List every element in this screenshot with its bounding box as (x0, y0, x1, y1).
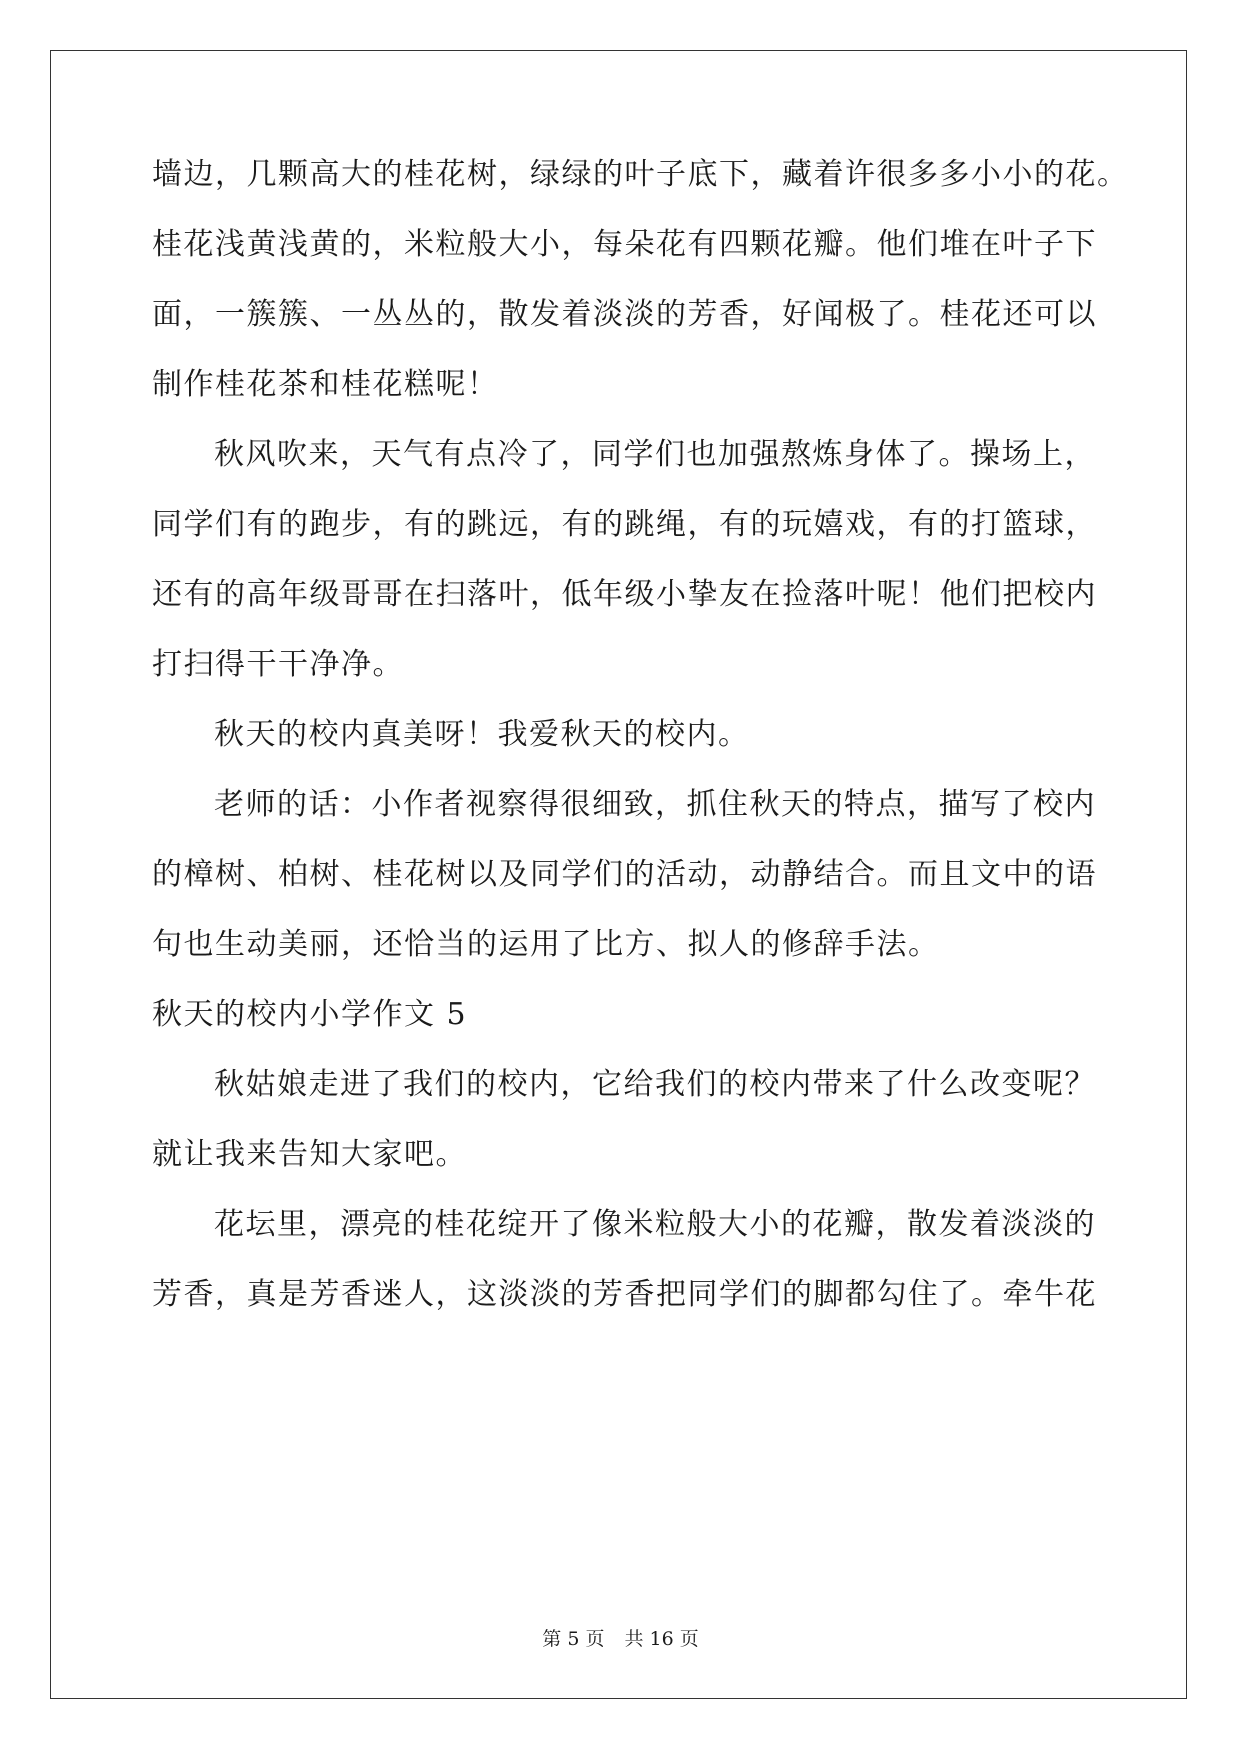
text-line: 老师的话：小作者视察得很细致，抓住秋天的特点，描写了校内 (214, 787, 1096, 822)
text-line: 就让我来告知大家吧。 (152, 1137, 467, 1172)
section-heading: 秋天的校内小学作文 5 (152, 997, 468, 1032)
text-line: 还有的高年级哥哥在扫落叶，低年级小挚友在捡落叶呢！他们把校内 (152, 577, 1097, 612)
text-line: 墙边，几颗高大的桂花树，绿绿的叶子底下，藏着许很多多小小的花。 (152, 157, 1129, 192)
text-line: 句也生动美丽，还恰当的运用了比方、拟人的修辞手法。 (152, 927, 940, 962)
text-line: 秋姑娘走进了我们的校内，它给我们的校内带来了什么改变呢？ (214, 1067, 1096, 1102)
text-line: 桂花浅黄浅黄的，米粒般大小，每朵花有四颗花瓣。他们堆在叶子下 (152, 227, 1097, 262)
page-footer (0, 1627, 1241, 1651)
text-line: 秋天的校内真美呀！我爱秋天的校内。 (214, 717, 750, 752)
text-line: 花坛里，漂亮的桂花绽开了像米粒般大小的花瓣，散发着淡淡的 (214, 1207, 1096, 1242)
text-line: 面，一簇簇、一丛丛的，散发着淡淡的芳香，好闻极了。桂花还可以 (152, 297, 1097, 332)
text-line: 制作桂花茶和桂花糕呢！ (152, 367, 499, 402)
text-line: 秋风吹来，天气有点冷了，同学们也加强熬炼身体了。操场上， (214, 437, 1096, 472)
text-line: 打扫得干干净净。 (152, 647, 404, 682)
page-number: 第 5 页 (542, 1628, 605, 1650)
page-total: 共 16 页 (624, 1628, 699, 1650)
text-line: 同学们有的跑步，有的跳远，有的跳绳，有的玩嬉戏，有的打篮球， (152, 507, 1097, 542)
text-line: 芳香，真是芳香迷人，这淡淡的芳香把同学们的脚都勾住了。牵牛花 (152, 1277, 1097, 1312)
text-line: 的樟树、柏树、桂花树以及同学们的活动，动静结合。而且文中的语 (152, 857, 1097, 892)
